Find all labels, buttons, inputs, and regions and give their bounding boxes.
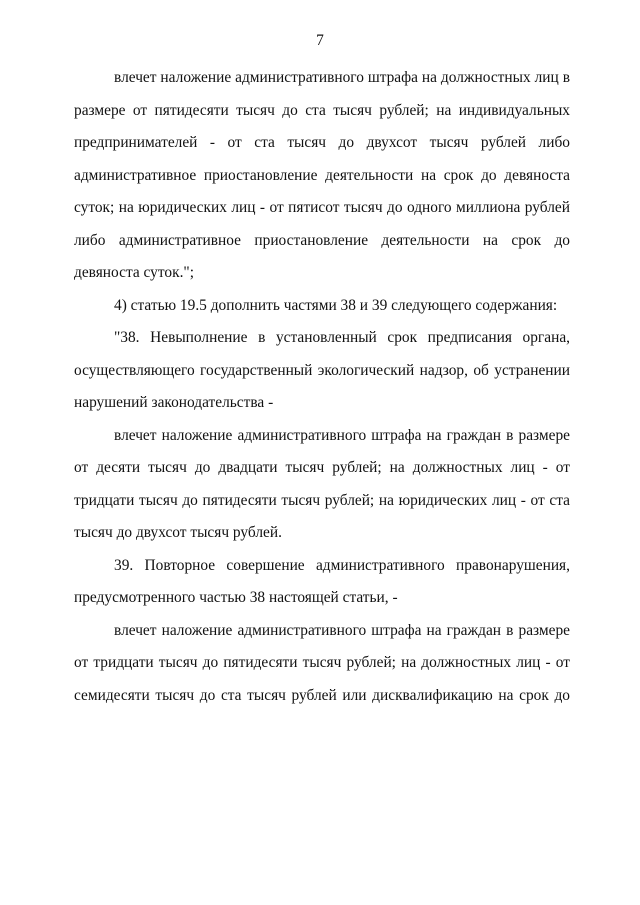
text-line: 4) статью 19.5 дополнить частями 38 и 39 следующего содержания: [114,296,558,314]
text-line: предусмотренного частью 38 настоящей статьи, - [74,589,398,606]
paragraph-penalty-officials [74,62,570,290]
text-line: размере от пятидесяти тысяч до ста тысяч рублей; на индивидуальных [74,101,570,119]
paragraph-part-39-penalty [74,615,570,713]
paragraph-part-38-penalty [74,420,570,550]
text-line: "38. Невыполнение в установленный срок предписания органа, [114,329,570,346]
text-line: влечет наложение административного штрафа на граждан в размере [114,621,570,639]
document-body [74,62,570,712]
text-line: либо административное приостановление деятельности на срок до [74,231,570,249]
paragraph-amendment-item-4 [74,290,570,323]
text-line: девяноста суток."; [74,264,194,281]
text-line: нарушений законодательства - [74,394,274,411]
text-line: от десяти тысяч до двадцати тысяч рублей; на должностных лиц - от [74,459,570,476]
text-line: влечет наложение административного штрафа на граждан в размере [114,426,570,444]
text-line: 39. Повторное совершение административного правонарушения, [114,556,570,574]
text-line: суток; на юридических лиц - от пятисот тысяч до одного миллиона рублей [74,199,570,216]
paragraph-part-38 [74,322,570,420]
text-line: предпринимателей - от ста тысяч до двухсот тысяч рублей либо [74,134,570,151]
text-line: от тридцати тысяч до пятидесяти тысяч рублей; на должностных лиц - от [74,654,570,671]
text-line: административное приостановление деятельности на срок до девяноста [74,166,570,184]
text-line: семидесяти тысяч до ста тысяч рублей или дисквалификацию на срок до [74,686,570,704]
paragraph-part-39 [74,550,570,615]
text-line: влечет наложение административного штрафа на должностных лиц в [114,69,570,86]
text-line: тысяч до двухсот тысяч рублей. [74,524,282,541]
text-line: осуществляющего государственный экологический надзор, об устранении [74,361,570,379]
text-line: тридцати тысяч до пятидесяти тысяч рублей; на юридических лиц - от ста [74,491,570,509]
page-number: 7 [316,32,324,49]
